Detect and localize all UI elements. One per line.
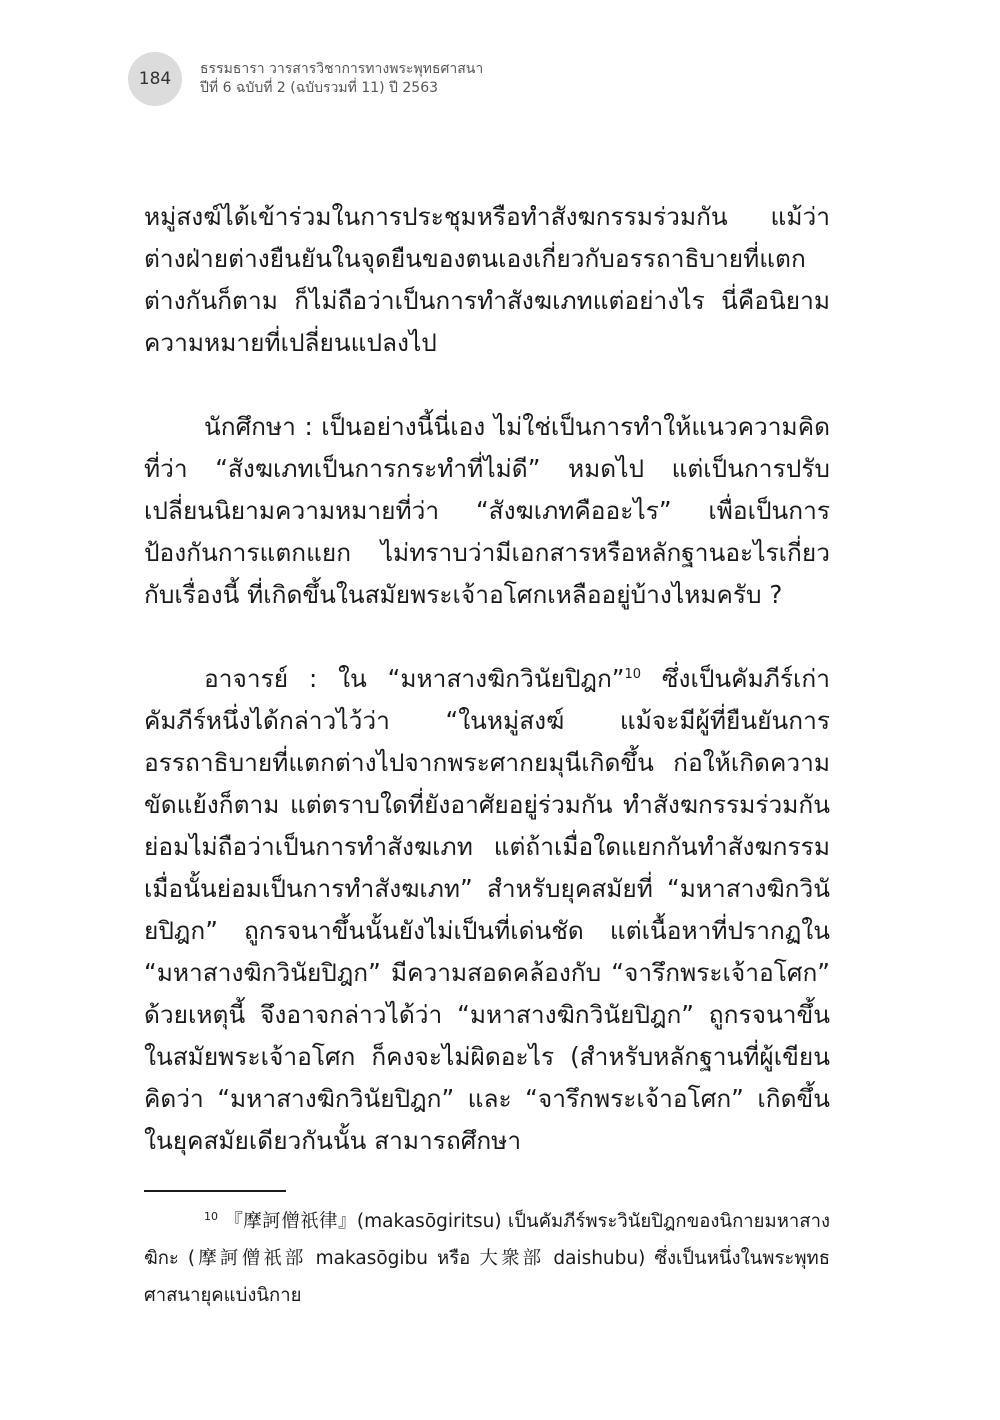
footnote (144, 1203, 830, 1314)
paragraph-3-part-2: ซึ่งเป็นคัมภีร์เก่าคัมภีร์หนึ่งได้กล่าวไว้ว่า “ในหมู่สงฆ์ แม้จะมีผู้ที่ยืนยันการอรรถาธิบายที่แตกต่างไปจากพระศากยมุนีเกิดขึ้น ก่อให้เกิดความขัดแย้งก็ตาม แต่ตราบใดที่ยังอาศัยอยู่ร่วมกัน ทำสังฆกรรมร่วมกัน ย่อมไม่ถือว่าเป็นการทำสังฆเภท แต่ถ้าเมื่อใดแยกกันทำสังฆกรรม เมื่อนั้นย่อมเป็นการทำสังฆเภท” สำหรับยุคสมัยที่ “มหาสางฆิกวินัยปิฎก” ถูกรจนาขึ้นนั้นยังไม่เป็นที่เด่นชัด แต่เนื้อหาที่ปรากฏใน “มหาสางฆิกวินัยปิฎก” มีความสอดคล้องกับ “จารึกพระเจ้าอโศก” ด้วยเหตุนี้ จึงอาจกล่าวได้ว่า “มหาสางฆิกวินัยปิฎก” ถูกรจนาขึ้นในสมัยพระเจ้าอโศก ก็คงจะไม่ผิดอะไร (สำหรับหลักฐานที่ผู้เขียนคิดว่า “มหาสางฆิกวินัยปิฎก” และ “จารึกพระเจ้าอโศก” เกิดขึ้นในยุคสมัยเดียวกันนั้น สามารถศึกษา (144, 664, 830, 1155)
page-number (128, 52, 182, 106)
journal-title: ธรรมธารา วารสารวิชาการทางพระพุทธศาสนา (200, 61, 484, 77)
running-header (200, 60, 483, 98)
paragraph-1: หมู่สงฆ์ได้เข้าร่วมในการประชุมหรือทำสังฆกรรมร่วมกัน แม้ว่าต่างฝ่ายต่างยืนยันในจุดยืนของตนเองเกี่ยวกับอรรถาธิบายที่แตกต่างกันก็ตาม ก็ไม่ถือว่าเป็นการทำสังฆเภทแต่อย่างไร นี่คือนิยามความหมายที่เปลี่ยนแปลงไป (144, 202, 830, 357)
paragraph-2: นักศึกษา : เป็นอย่างนี้นี่เอง ไม่ใช่เป็นการทำให้แนวความคิดที่ว่า “สังฆเภทเป็นการกระทำที่ไม่ดี” หมดไป แต่เป็นการปรับเปลี่ยนนิยามความหมายที่ว่า “สังฆเภทคืออะไร” เพื่อเป็นการป้องกันการแตกแยก ไม่ทราบว่ามีเอกสารหรือหลักฐานอะไรเกี่ยวกับเรื่องนี้ ที่เกิดขึ้นในสมัยพระเจ้าอโศกเหลืออยู่บ้างไหมครับ ? (144, 412, 830, 609)
issue-line: ปีที่ 6 ฉบับที่ 2 (ฉบับรวมที่ 11) ปี 2563 (200, 80, 439, 96)
footnote-divider (144, 1190, 286, 1192)
footnote-number: 10 (204, 1209, 218, 1223)
paragraph-3-part-1: อาจารย์ : ใน “มหาสางฆิกวินัยปิฎก” (204, 664, 625, 693)
main-text (144, 196, 830, 1162)
page-number-text: 184 (138, 69, 172, 89)
paragraph-3 (144, 658, 830, 1162)
footnote-reference[interactable]: 10 (624, 666, 642, 682)
footnote-text: 『摩訶僧祇律』(makasōgiritsu) เป็นคัมภีร์พระวินัยปิฎกของนิกายมหาสางฆิกะ (摩訶僧祇部 makasōgibu หรือ 大衆部 daishubu) ซึ่งเป็นหนึ่งในพระพุทธศาสนายุคแบ่งนิกาย (144, 1211, 830, 1306)
